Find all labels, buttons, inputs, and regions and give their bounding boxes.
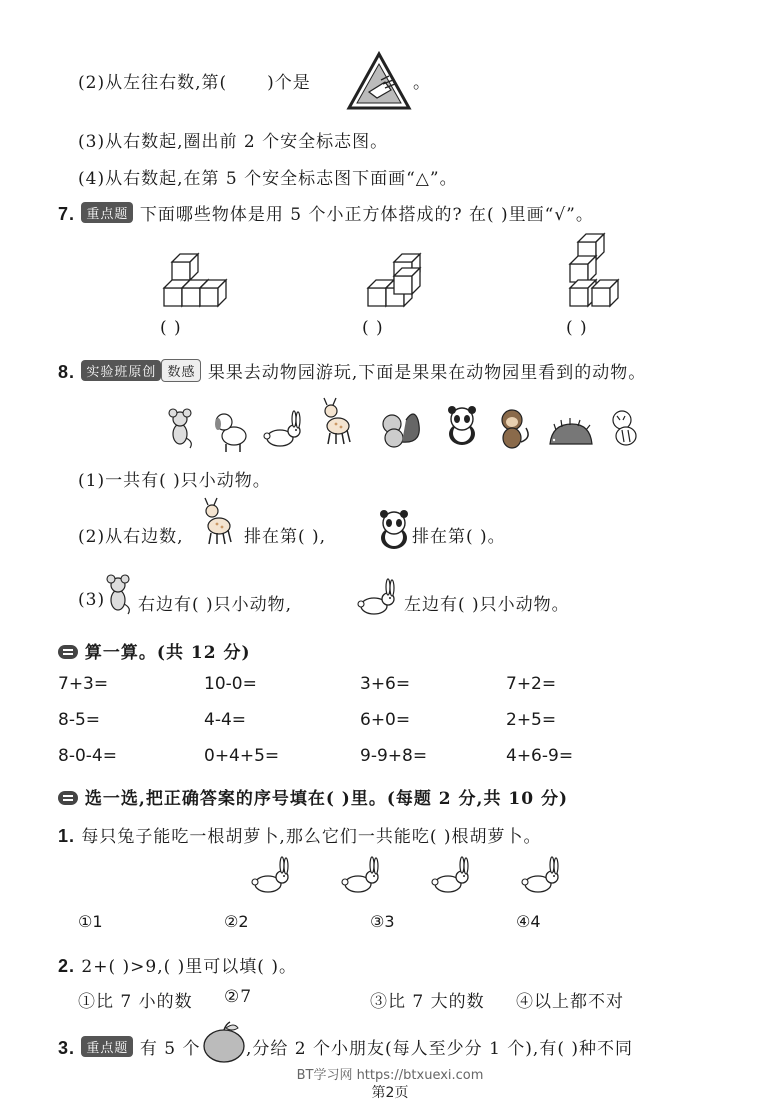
safety-sign-icon bbox=[347, 52, 411, 110]
s3-q3-text-b: ,分给 2 个小朋友(每人至少分 1 个),有( )种不同 bbox=[246, 1039, 633, 1059]
calc-0-3: 7+2= bbox=[506, 674, 557, 694]
s3-q3-number: 3. bbox=[58, 1038, 76, 1058]
rabbit-icon-3 bbox=[430, 862, 474, 894]
s3-q2-option-2[interactable]: ②7 bbox=[224, 987, 253, 1007]
rabbit-icon bbox=[262, 416, 306, 448]
s3-q2-line bbox=[58, 952, 297, 977]
calc-1-1: 4-4= bbox=[204, 710, 247, 730]
s3-q1-option-4[interactable]: ④4 bbox=[516, 912, 541, 931]
calc-1-2: 6+0= bbox=[360, 710, 411, 730]
q8-original-tag: 实验班原创 bbox=[81, 360, 161, 381]
calc-2-2: 9-9+8= bbox=[360, 746, 428, 766]
s3-q1-line bbox=[58, 822, 542, 847]
section3-heading bbox=[58, 784, 568, 809]
q8-part3-b: 右边有( )只小动物, bbox=[138, 595, 293, 615]
q6-part2-end: 。 bbox=[413, 73, 431, 93]
rabbit-icon-1 bbox=[250, 862, 294, 894]
deer-inline-icon bbox=[203, 502, 243, 548]
q7-number: 7. bbox=[58, 204, 76, 224]
s3-q1-number: 1. bbox=[58, 826, 76, 846]
q7-key-tag: 重点题 bbox=[81, 202, 133, 223]
mouse-inline-icon bbox=[106, 574, 136, 616]
calc-1-3: 2+5= bbox=[506, 710, 557, 730]
calc-0-1: 10-0= bbox=[204, 674, 257, 694]
calc-2-1: 0+4+5= bbox=[204, 746, 280, 766]
rabbit-icon-2 bbox=[340, 862, 384, 894]
q6-part2-text-a: (2)从左往右数,第( bbox=[78, 73, 228, 93]
page-number: 第2页 bbox=[371, 1085, 409, 1101]
section3-badge-icon bbox=[58, 791, 78, 805]
calc-0-2: 3+6= bbox=[360, 674, 411, 694]
rabbit-icon-4 bbox=[520, 862, 564, 894]
s3-q3-text-a: 有 5 个 bbox=[139, 1039, 201, 1059]
q6-part2-text-b: )个是 bbox=[267, 73, 311, 93]
panda-icon bbox=[446, 408, 480, 448]
q8-line bbox=[58, 358, 646, 383]
squirrel-icon bbox=[378, 410, 424, 450]
section2-title: 算一算。(共 12 分) bbox=[84, 643, 251, 663]
section3-title: 选一选,把正确答案的序号填在( )里。(每题 2 分,共 10 分) bbox=[84, 789, 569, 809]
calc-2-0: 8-0-4= bbox=[58, 746, 117, 766]
apple-icon bbox=[202, 1024, 246, 1064]
s3-q2-number: 2. bbox=[58, 956, 76, 976]
q6-part2-line bbox=[78, 68, 311, 93]
monkey-icon bbox=[496, 408, 532, 450]
q7-answer-paren-1[interactable]: ( ) bbox=[160, 318, 182, 338]
s3-q2-option-3[interactable]: ③比 7 大的数 bbox=[370, 992, 485, 1012]
q8-sense-tag: 数感 bbox=[161, 359, 201, 382]
q7-text: 下面哪些物体是用 5 个小正方体搭成的? 在( )里画“√”。 bbox=[139, 205, 594, 225]
cube-figure-3 bbox=[570, 234, 630, 314]
q8-part2-b: 排在第( ), bbox=[244, 527, 327, 547]
watermark: BT学习网 https://btxuexi.com bbox=[296, 1068, 484, 1083]
dog-icon bbox=[212, 410, 252, 450]
q6-part3: (3)从右数起,圈出前 2 个安全标志图。 bbox=[78, 132, 389, 152]
s3-q3-key-tag: 重点题 bbox=[81, 1036, 133, 1057]
section2-heading bbox=[58, 638, 251, 663]
mouse-icon bbox=[168, 408, 198, 450]
s3-q1-option-1[interactable]: ①1 bbox=[78, 912, 103, 931]
q7-line bbox=[58, 200, 594, 225]
calc-1-0: 8-5= bbox=[58, 710, 101, 730]
q8-part2-c: 排在第( )。 bbox=[412, 527, 506, 547]
panda-inline-icon bbox=[378, 512, 412, 552]
section2-badge-icon bbox=[58, 645, 78, 659]
rabbit-inline-icon bbox=[356, 584, 400, 616]
q8-part3-c: 左边有( )只小动物。 bbox=[404, 595, 570, 615]
q8-text: 果果去动物园游玩,下面是果果在动物园里看到的动物。 bbox=[207, 363, 647, 383]
calc-0-0: 7+3= bbox=[58, 674, 109, 694]
cube-figure-2 bbox=[368, 254, 428, 314]
q8-number: 8. bbox=[58, 362, 76, 382]
q8-part2-a: (2)从右边数, bbox=[78, 527, 184, 547]
s3-q2-option-4[interactable]: ④以上都不对 bbox=[516, 992, 624, 1012]
deer-icon bbox=[322, 402, 362, 448]
s3-q2-text: 2+( )>9,( )里可以填( )。 bbox=[81, 957, 297, 977]
s3-q1-option-3[interactable]: ③3 bbox=[370, 912, 395, 931]
q8-part3-a: (3) bbox=[78, 590, 106, 610]
s3-q2-option-1[interactable]: ①比 7 小的数 bbox=[78, 992, 193, 1012]
s3-q1-option-2[interactable]: ②2 bbox=[224, 912, 249, 931]
q6-part4: (4)从右数起,在第 5 个安全标志图下面画“△”。 bbox=[78, 169, 458, 189]
hedgehog-icon bbox=[546, 420, 594, 448]
s3-q1-text: 每只兔子能吃一根胡萝卜,那么它们一共能吃( )根胡萝卜。 bbox=[81, 827, 542, 847]
calc-2-3: 4+6-9= bbox=[506, 746, 574, 766]
q7-answer-paren-3[interactable]: ( ) bbox=[566, 318, 588, 338]
q7-answer-paren-2[interactable]: ( ) bbox=[362, 318, 384, 338]
tiger-icon bbox=[608, 408, 644, 450]
cube-figure-1 bbox=[164, 254, 224, 314]
s3-q3-line bbox=[58, 1034, 200, 1059]
q8-part1: (1)一共有( )只小动物。 bbox=[78, 471, 271, 491]
